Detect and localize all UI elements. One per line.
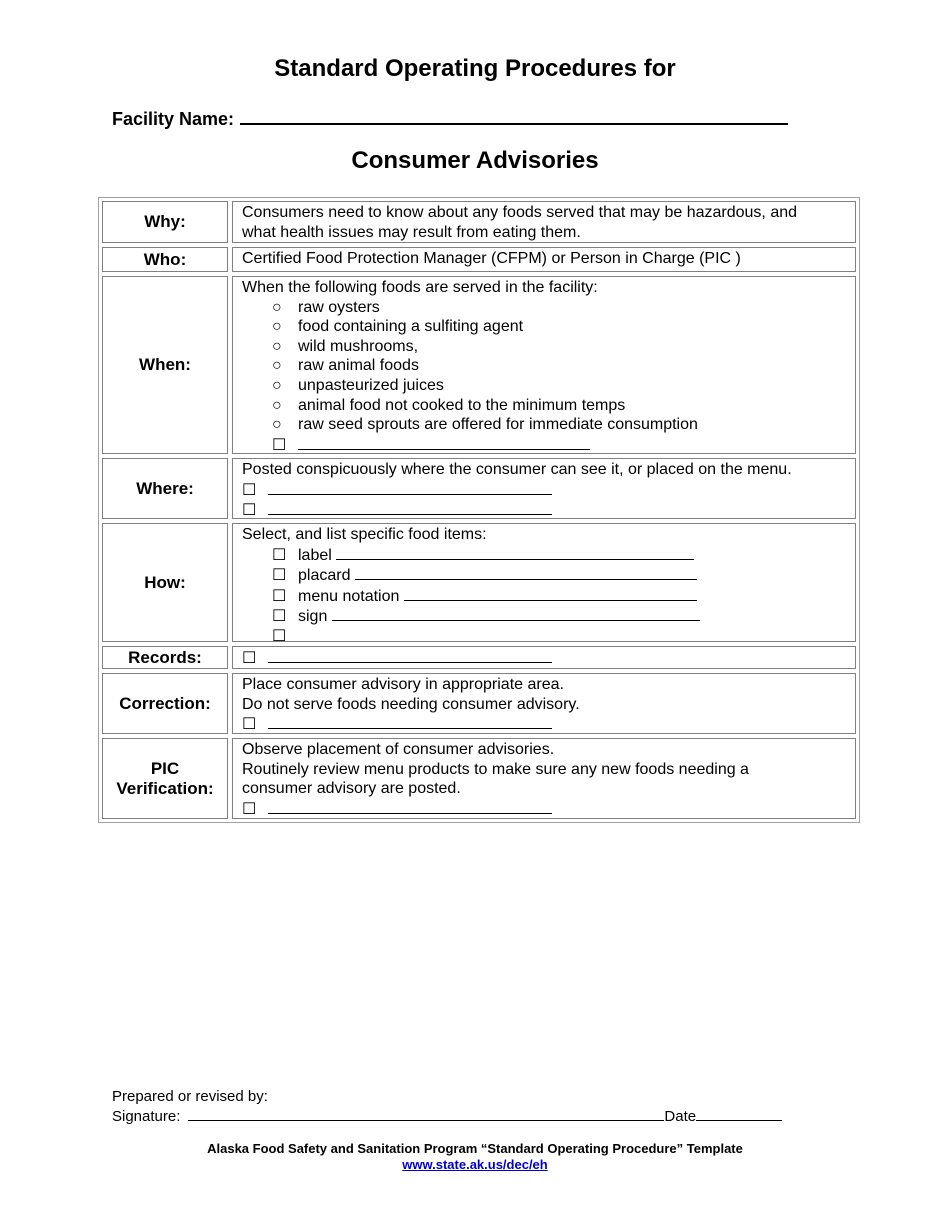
signature-label: Signature: [112,1108,181,1125]
pic-line-3: consumer advisory are posted. [242,780,461,798]
who-content [232,247,856,272]
facility-name-blank[interactable] [240,104,788,125]
bullet-icon: ○ [272,337,282,355]
checkbox-icon[interactable]: ☐ [242,800,257,818]
correction-content [232,673,856,734]
when-intro: When the following foods are served in the facility: [242,279,598,296]
checkbox-icon[interactable]: ☐ [272,436,287,454]
prepared-by-label: Prepared or revised by: [112,1088,268,1105]
correction-line-2: Do not serve foods needing consumer advisory. [242,695,580,713]
page-subtitle: Consumer Advisories [351,147,599,174]
list-item [242,356,847,376]
how-blank[interactable] [404,586,697,601]
checkbox-icon[interactable]: ☐ [272,567,287,585]
checkbox-icon[interactable]: ☐ [242,650,257,667]
pic-line-1: Observe placement of consumer advisories. [242,741,555,758]
why-content [232,201,856,243]
when-content [232,276,856,454]
checkbox-icon[interactable]: ☐ [242,502,257,520]
row-where [102,458,856,519]
footer-url-container [0,1157,950,1172]
bullet-icon: ○ [272,416,282,434]
how-item-text: placard [298,567,351,585]
bullet-icon: ○ [272,376,282,394]
why-line-1: Consumers need to know about any foods served that may be hazardous, and [242,204,798,221]
how-blank[interactable] [336,545,694,560]
pic-verification-label [102,738,228,819]
checkbox-icon[interactable]: ☐ [242,716,257,734]
why-line-2: what health issues may result from eating them. [242,223,581,241]
list-item [242,396,847,416]
when-item-text: food containing a sulfiting agent [298,318,524,336]
how-item-text: menu notation [298,587,400,605]
why-label: Why: [102,201,228,243]
list-item [242,606,847,627]
when-item-text: raw oysters [298,298,380,316]
who-label: Who: [102,247,228,272]
list-item [242,565,847,586]
correction-blank[interactable] [268,714,552,729]
sop-table [98,197,860,823]
how-item-text: sign [298,608,328,626]
row-why [102,201,856,243]
when-item-text: wild mushrooms, [298,337,419,355]
list-item [242,500,847,521]
list-item [242,317,847,337]
list-item [242,376,847,396]
pic-verification-content [232,738,856,819]
checkbox-icon[interactable]: ☐ [242,481,257,499]
program-footer: Alaska Food Safety and Sanitation Program “Standard Operating Procedure” Template [207,1141,743,1156]
when-item-text: raw seed sprouts are offered for immediate consumption [298,416,698,434]
row-how [102,523,856,645]
list-item [242,627,847,647]
facility-name-label: Facility Name: [112,109,235,129]
checkbox-icon[interactable]: ☐ [272,627,287,645]
row-when [102,276,856,454]
how-content [232,523,856,645]
signature-blank[interactable] [188,1106,664,1121]
pic-label-line-2: Verification: [116,778,214,798]
list-item [242,648,847,669]
list-item [242,480,847,501]
list-item [242,586,847,607]
when-item-text: unpasteurized juices [298,376,444,394]
correction-line-1: Place consumer advisory in appropriate area. [242,676,564,693]
checkbox-icon[interactable]: ☐ [272,546,287,564]
correction-label: Correction: [102,673,228,734]
bullet-icon: ○ [272,318,282,336]
row-pic-verification [102,738,856,819]
date-label: Date [664,1108,697,1125]
how-blank[interactable] [355,565,697,580]
list-item [242,714,847,735]
page-title: Standard Operating Procedures for [274,55,676,82]
pic-label-line-1: PIC [150,758,180,778]
how-label: How: [102,523,228,642]
row-records [102,646,856,669]
how-blank[interactable] [332,606,700,621]
pic-line-2: Routinely review menu products to make sure any new foods needing a [242,760,749,778]
row-correction [102,673,856,734]
list-item [242,415,847,435]
checkbox-icon[interactable]: ☐ [272,587,287,605]
list-item [242,298,847,318]
date-blank[interactable] [696,1106,782,1121]
where-blank[interactable] [268,500,552,515]
signature-line [112,1106,782,1125]
who-text: Certified Food Protection Manager (CFPM) or Person in Charge (PIC ) [242,250,741,267]
when-item-text: raw animal foods [298,357,419,375]
how-item-text: label [298,546,332,564]
where-label: Where: [102,458,228,519]
bullet-icon: ○ [272,357,282,375]
where-text: Posted conspicuously where the consumer can see it, or placed on the menu. [242,461,792,478]
pic-blank[interactable] [268,799,552,814]
program-url-link[interactable]: www.state.ak.us/dec/eh [402,1157,548,1172]
list-item [242,545,847,566]
bullet-icon: ○ [272,298,282,316]
when-item-text: animal food not cooked to the minimum temps [298,396,626,414]
records-blank[interactable] [268,648,552,663]
row-who [102,247,856,272]
list-item [242,337,847,357]
records-content [232,646,856,669]
bullet-icon: ○ [272,396,282,414]
where-blank[interactable] [268,480,552,495]
records-label: Records: [102,646,228,669]
when-label: When: [102,276,228,454]
when-blank[interactable] [298,435,590,450]
facility-name-field [112,104,788,130]
list-item [242,799,847,820]
how-intro: Select, and list specific food items: [242,526,487,543]
list-item [242,435,847,456]
where-content [232,458,856,519]
checkbox-icon[interactable]: ☐ [272,608,287,626]
